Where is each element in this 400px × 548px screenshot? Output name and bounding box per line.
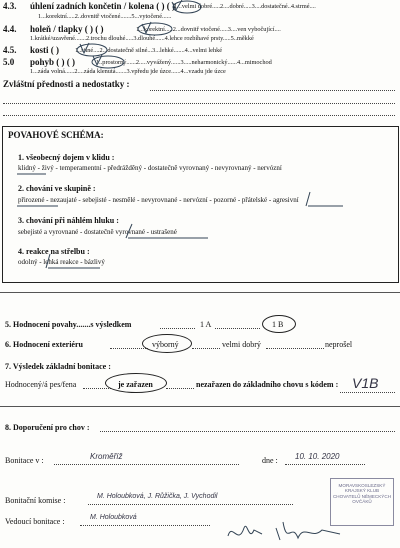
item-4-5-options: 1..silné....2...dostatečně silné...3...lehké.......4...velmi lehké	[75, 47, 223, 54]
q4-options: odolný - lehká reakce - bázlivý	[18, 258, 105, 266]
recommend-label: 8. Doporučení pro chov :	[5, 423, 90, 432]
item-4-3-number: 4.3.	[3, 1, 17, 11]
head-label: Vedoucí bonitace :	[5, 517, 65, 526]
item-4-5-number: 4.5.	[3, 45, 17, 55]
signature-2	[276, 522, 340, 540]
item-5-0-options: 1..prostorný......2.....vyvážený......3.....neharmonický......4...mimochod	[96, 59, 272, 66]
item-4-4-options-2: 1.krátké/uzavřené.......2.trochu dlouhé.....3.dlouhé......4.lehce rozbíhavé prsty.....5..měkké	[30, 35, 254, 42]
mark-q4	[46, 254, 100, 268]
q3-label: 3. chování při náhlém hluku :	[18, 216, 119, 225]
item-4-4-options: 1...korektní.....2...dovnitř vtočené.....3....ven vybočující....	[136, 26, 281, 33]
q1-options: klidný - živý - temperamentní - předrážděný - dostatečně vyrovnaný - nevyrovnaný - nervózní	[18, 164, 282, 172]
date-value: 10. 10. 2020	[295, 452, 340, 461]
pen-marks-group	[17, 0, 343, 540]
item-5-0-options-2: 1...záda volná......2....záda klenutá.......3.vpředu jde úzce......4...vzadu jde úzce	[30, 68, 226, 75]
date-label: dne :	[262, 456, 278, 465]
mark-q3	[126, 224, 208, 238]
q6-label: 6. Hodnocení exteriéru	[5, 340, 83, 349]
q7-prefix: Hodnocený/á pes/fena	[5, 380, 77, 389]
q7-title: 7. Výsledek základní bonitace :	[5, 362, 111, 371]
item-5-0-number: 5.0	[3, 57, 15, 67]
q3-options: sebejisté a vyrovnané - dostatečně vyrovnané - ustrašené	[18, 228, 177, 236]
mark-4-4	[138, 23, 172, 35]
place-label: Bonitace v :	[5, 456, 44, 465]
item-4-4-number: 4.4.	[3, 24, 17, 34]
q7-code: V1B	[352, 375, 379, 391]
club-stamp: MORAVSKOSLEZSKÝ KRAJSKÝ KLUB CHOVATELŮ NĚMECKÝCH OVČÁKŮ	[330, 478, 394, 526]
q2-label: 2. chování ve skupině :	[18, 184, 96, 193]
place-value: Kroměříž	[90, 452, 123, 461]
mark-4-5	[77, 44, 107, 56]
signature-1	[228, 526, 262, 536]
q6-option-failed: neprošel	[325, 340, 353, 349]
committee-label: Bonitační komise :	[5, 496, 66, 505]
q5-option-a: 1 A	[200, 320, 212, 329]
item-4-4-label: holeň / tlapky ( ) ( )	[30, 24, 104, 34]
q4-label: 4. reakce na střelbu :	[18, 247, 90, 256]
q7-rest: nezařazen do základního chovu s kódem :	[196, 380, 339, 389]
q5-label: 5. Hodnocení povahy.......s výsledkem	[5, 320, 132, 329]
mark-q2b	[306, 192, 343, 206]
temperament-title: POVAHOVÉ SCHÉMA:	[8, 130, 104, 140]
item-4-3-label: úhlení zadních končetin / kolena ( ) ( )	[30, 1, 176, 11]
committee-value: M. Holoubková, J. Růžička, J. Vychodil	[97, 493, 218, 500]
q6-option-excellent: výborný	[152, 340, 179, 349]
item-4-5-label: kosti ( )	[30, 45, 59, 55]
special-heading: Zvláštní přednosti a nedostatky :	[3, 79, 130, 89]
q1-label: 1. všeobecný dojem v klidu :	[18, 153, 115, 162]
item-4-3-options: 1...velmi dobré.....2....dobré.....3....dostatečné..4.strmé....	[174, 3, 316, 10]
q7-included: je zařazen	[118, 380, 153, 389]
mark-4-3	[173, 1, 201, 13]
item-5-0-label: pohyb ( ) ( )	[30, 57, 76, 67]
item-4-3-options-2: 1...korektní.....2..dovnitř vtočené.......5...vytočené......	[38, 13, 172, 20]
q6-option-very-good: velmi dobrý	[222, 340, 261, 349]
q5-option-b: 1 B	[272, 320, 284, 329]
q2-options: přirozené - nezaujaté - sebejisté - nesmělé - nevyrovnané - nervózní - pozorné - přátelské - agresivní	[18, 196, 299, 204]
mark-5-0	[92, 56, 124, 68]
head-value: M. Holoubková	[90, 514, 137, 521]
